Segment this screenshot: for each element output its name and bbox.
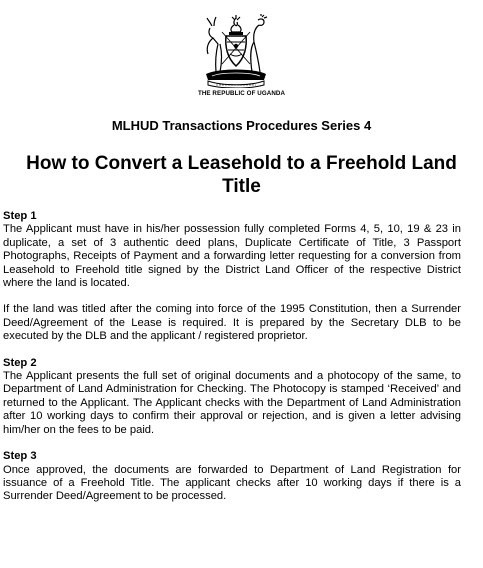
spacer: [3, 290, 461, 303]
republic-caption: THE REPUBLIC OF UGANDA: [197, 90, 286, 97]
uganda-coat-of-arms-icon: [198, 14, 274, 88]
step-heading: Step 3: [3, 450, 37, 463]
step-heading: Step 1: [3, 210, 37, 222]
series-heading: MLHUD Transactions Procedures Series 4: [111, 118, 372, 133]
page-title: How to Convert a Leasehold to a Freehold Land Title: [26, 153, 457, 197]
step-heading: Step 2: [3, 356, 37, 369]
step-paragraph: If the land was titled after the coming into force of the 1995 Constitution, then a Surrender Deed/Agreement of the Lease is required. It is prepared by the Secretary DLB to be executed by the DLB and the applicant / registered proprietor.: [3, 303, 461, 343]
step-paragraph: The Applicant presents the full set of original documents and a photocopy of the same, to Department of Land Administration for Checking. The Photocopy is stamped ‘Received’ and returned to the Applicant. The Applicant checks with the Department of Land Administration after 10 working days to confirm their approval or rejection, and is given a letter advising him/her on the fees to be paid.: [3, 370, 461, 436]
spacer: [3, 344, 461, 357]
document-body: [3, 210, 461, 504]
spacer: [3, 437, 461, 450]
step-paragraph: Once approved, the documents are forwarded to Department of Land Registration for issuance of a Freehold Title. The applicant checks after 10 working days if there is a Surrender Deed/Agreement to be processed.: [3, 463, 461, 503]
step-paragraph: The Applicant must have in his/her possession fully completed Forms 4, 5, 10, 19 & 23 in duplicate, a set of 3 authentic deed plans, Duplicate Certificate of Title, 3 Passport Photographs, Receipts of Payment and a forwarding letter requesting for a conversion from Leasehold to Freehold title signed by the District Land Officer of the respective District where the land is located.: [3, 223, 461, 290]
